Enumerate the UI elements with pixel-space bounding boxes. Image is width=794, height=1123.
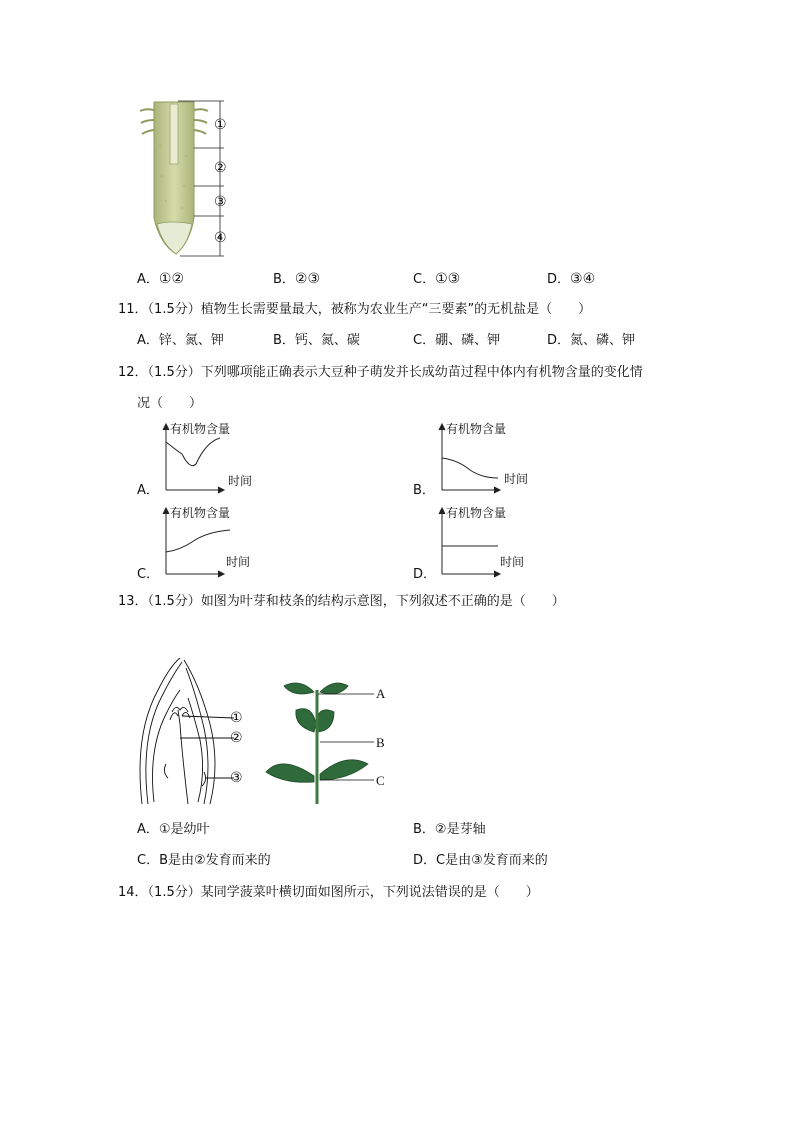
root-label-4: ④ xyxy=(214,230,227,246)
q14-stem: 14．（1.5分）某同学菠菜叶横切面如图所示，下列说法错误的是（ ） xyxy=(118,885,539,900)
graph-b-ylabel: 有机物含量 xyxy=(446,422,507,436)
twig-figure xyxy=(262,676,386,804)
bud-label-2: ② xyxy=(230,730,243,746)
q12-option-b[interactable]: B． xyxy=(413,483,435,498)
q13-option-c[interactable] xyxy=(137,852,271,870)
q10-option-b[interactable] xyxy=(273,270,320,289)
option-letter: D． xyxy=(547,333,571,348)
graph-d-xlabel: 时间 xyxy=(500,555,525,569)
top-leaf-left xyxy=(284,683,314,694)
graph-c-xlabel: 时间 xyxy=(226,555,251,569)
option-text: 氮、磷、钾 xyxy=(570,333,636,348)
root-label-1: ① xyxy=(214,117,227,133)
graph-a-xlabel: 时间 xyxy=(228,474,253,488)
twig-label-a: A xyxy=(376,686,386,701)
option-letter: A． xyxy=(137,822,159,837)
q12-stem-line1: 12．（1.5分）下列哪项能正确表示大豆种子萌发并长成幼苗过程中体内有机物含量的变化情 xyxy=(118,365,643,380)
q11-option-c[interactable] xyxy=(413,332,500,350)
option-text: 硼、磷、钾 xyxy=(435,333,501,348)
option-letter: B． xyxy=(273,272,295,287)
option-letter: C． xyxy=(413,272,436,287)
root-label-3: ③ xyxy=(214,194,227,210)
graph-b-xlabel: 时间 xyxy=(504,472,529,486)
q11-stem: 11．（1.5分）植物生长需要量最大，被称为农业生产“三要素”的无机盐是（ ） xyxy=(118,302,592,317)
q13-option-d[interactable] xyxy=(413,852,548,870)
q12-stem-line2: 况（ ） xyxy=(137,396,203,411)
q12-option-d[interactable]: D． xyxy=(413,567,437,582)
graph-a-curve xyxy=(166,438,220,466)
option-letter: D． xyxy=(547,272,571,287)
option-text: 锌、氮、钾 xyxy=(158,333,224,348)
graph-d-ylabel: 有机物含量 xyxy=(446,506,507,520)
graph-c-curve xyxy=(166,530,230,552)
graph-a-ylabel: 有机物含量 xyxy=(170,422,231,436)
q13-option-b[interactable] xyxy=(413,821,486,839)
option-text: ①是幼叶 xyxy=(158,822,210,837)
option-letter: B． xyxy=(413,822,435,837)
option-letter: A． xyxy=(137,272,159,287)
q11-option-d[interactable] xyxy=(547,332,635,350)
option-text: ②③ xyxy=(294,271,321,287)
option-text: B是由②发育而来的 xyxy=(159,853,271,868)
graph-b-curve xyxy=(442,458,498,478)
option-letter: D． xyxy=(413,853,437,868)
option-letter: B． xyxy=(273,333,295,348)
option-text: ②是芽轴 xyxy=(434,822,486,837)
middle-leaf-right xyxy=(316,710,334,732)
option-text: C是由③发育而来的 xyxy=(436,853,548,868)
option-letter: C． xyxy=(413,333,436,348)
bud-label-1: ① xyxy=(230,710,243,726)
q12-option-a[interactable]: A． xyxy=(137,483,159,498)
option-letter: C． xyxy=(137,853,160,868)
bottom-leaf-left xyxy=(266,764,314,782)
bud-label-3: ③ xyxy=(230,770,243,786)
graph-c-ylabel: 有机物含量 xyxy=(170,506,231,520)
option-letter: A． xyxy=(137,333,159,348)
option-text: ①② xyxy=(158,271,185,287)
option-text: 钙、氮、碳 xyxy=(294,333,360,348)
q10-option-d[interactable] xyxy=(547,270,595,289)
q10-option-c[interactable] xyxy=(413,270,460,289)
root-label-2: ② xyxy=(214,160,227,176)
q12-option-c[interactable]: C． xyxy=(137,567,160,582)
q11-option-b[interactable] xyxy=(273,332,360,350)
bottom-leaf-right xyxy=(320,760,368,780)
q13-stem: 13．（1.5分）如图为叶芽和枝条的结构示意图，下列叙述不正确的是（ ） xyxy=(118,594,565,609)
q10-option-a[interactable] xyxy=(137,270,184,289)
q11-option-a[interactable] xyxy=(137,332,224,350)
middle-leaf-left xyxy=(296,709,316,732)
top-leaf-right xyxy=(320,683,348,694)
option-text: ③④ xyxy=(570,271,596,287)
twig-label-b: B xyxy=(376,735,385,750)
option-text: ①③ xyxy=(435,271,461,287)
q13-option-a[interactable] xyxy=(137,821,210,839)
root-cap xyxy=(157,222,192,254)
twig-label-c: C xyxy=(376,773,385,788)
